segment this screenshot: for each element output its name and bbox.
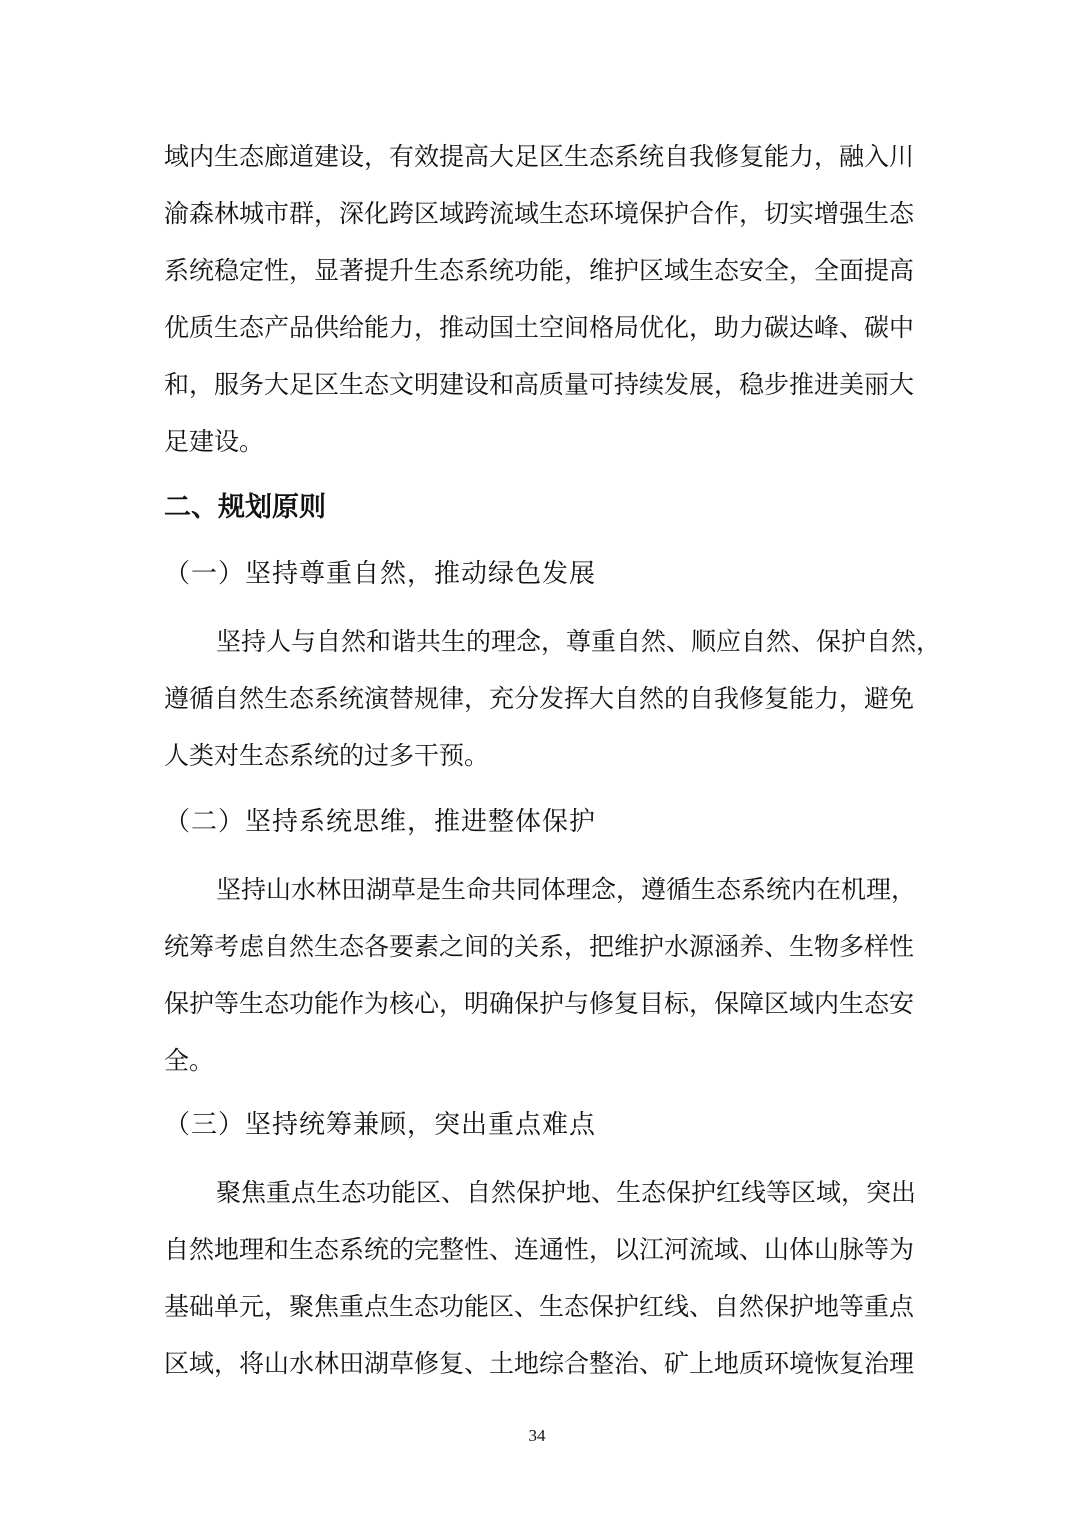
intro-line-6: 足建设。 [164, 427, 265, 456]
subheading-1: （一）坚持尊重自然，推动绿色发展 [164, 559, 597, 589]
intro-line-2: 渝森林城市群，深化跨区域跨流域生态环境保护合作，切实增强生态 [164, 199, 915, 228]
intro-line-1: 域内生态廊道建设，有效提高大足区生态系统自我修复能力，融入川 [164, 142, 915, 171]
p1-line-2: 遵循自然生态系统演替规律，充分发挥大自然的自我修复能力，避免 [164, 684, 915, 713]
p1-line-1: 坚持人与自然和谐共生的理念，尊重自然、顺应自然、保护自然， [216, 627, 942, 656]
p2-line-1: 坚持山水林田湖草是生命共同体理念，遵循生态系统内在机理， [216, 875, 917, 904]
subheading-2: （二）坚持系统思维，推进整体保护 [164, 807, 597, 837]
subheading-3: （三）坚持统筹兼顾，突出重点难点 [164, 1110, 597, 1140]
p1-line-3: 人类对生态系统的过多干预。 [164, 741, 490, 770]
p3-line-2: 自然地理和生态系统的完整性、连通性，以江河流域、山体山脉等为 [164, 1235, 915, 1264]
section-heading: 二、规划原则 [164, 492, 326, 523]
p2-line-3: 保护等生态功能作为核心，明确保护与修复目标，保障区域内生态安 [164, 989, 915, 1018]
p3-line-4: 区域，将山水林田湖草修复、土地综合整治、矿上地质环境恢复治理 [164, 1349, 915, 1378]
p2-line-2: 统筹考虑自然生态各要素之间的关系，把维护水源涵养、生物多样性 [164, 932, 915, 961]
p2-line-4: 全。 [164, 1046, 215, 1075]
p3-line-1: 聚焦重点生态功能区、自然保护地、生态保护红线等区域，突出 [216, 1178, 917, 1207]
intro-line-3: 系统稳定性，显著提升生态系统功能，维护区域生态安全，全面提高 [164, 256, 915, 285]
intro-line-4: 优质生态产品供给能力，推动国土空间格局优化，助力碳达峰、碳中 [164, 313, 915, 342]
page-number: 34 [528, 1426, 546, 1445]
p3-line-3: 基础单元，聚焦重点生态功能区、生态保护红线、自然保护地等重点 [164, 1292, 915, 1321]
intro-line-5: 和，服务大足区生态文明建设和高质量可持续发展，稳步推进美丽大 [164, 370, 915, 399]
